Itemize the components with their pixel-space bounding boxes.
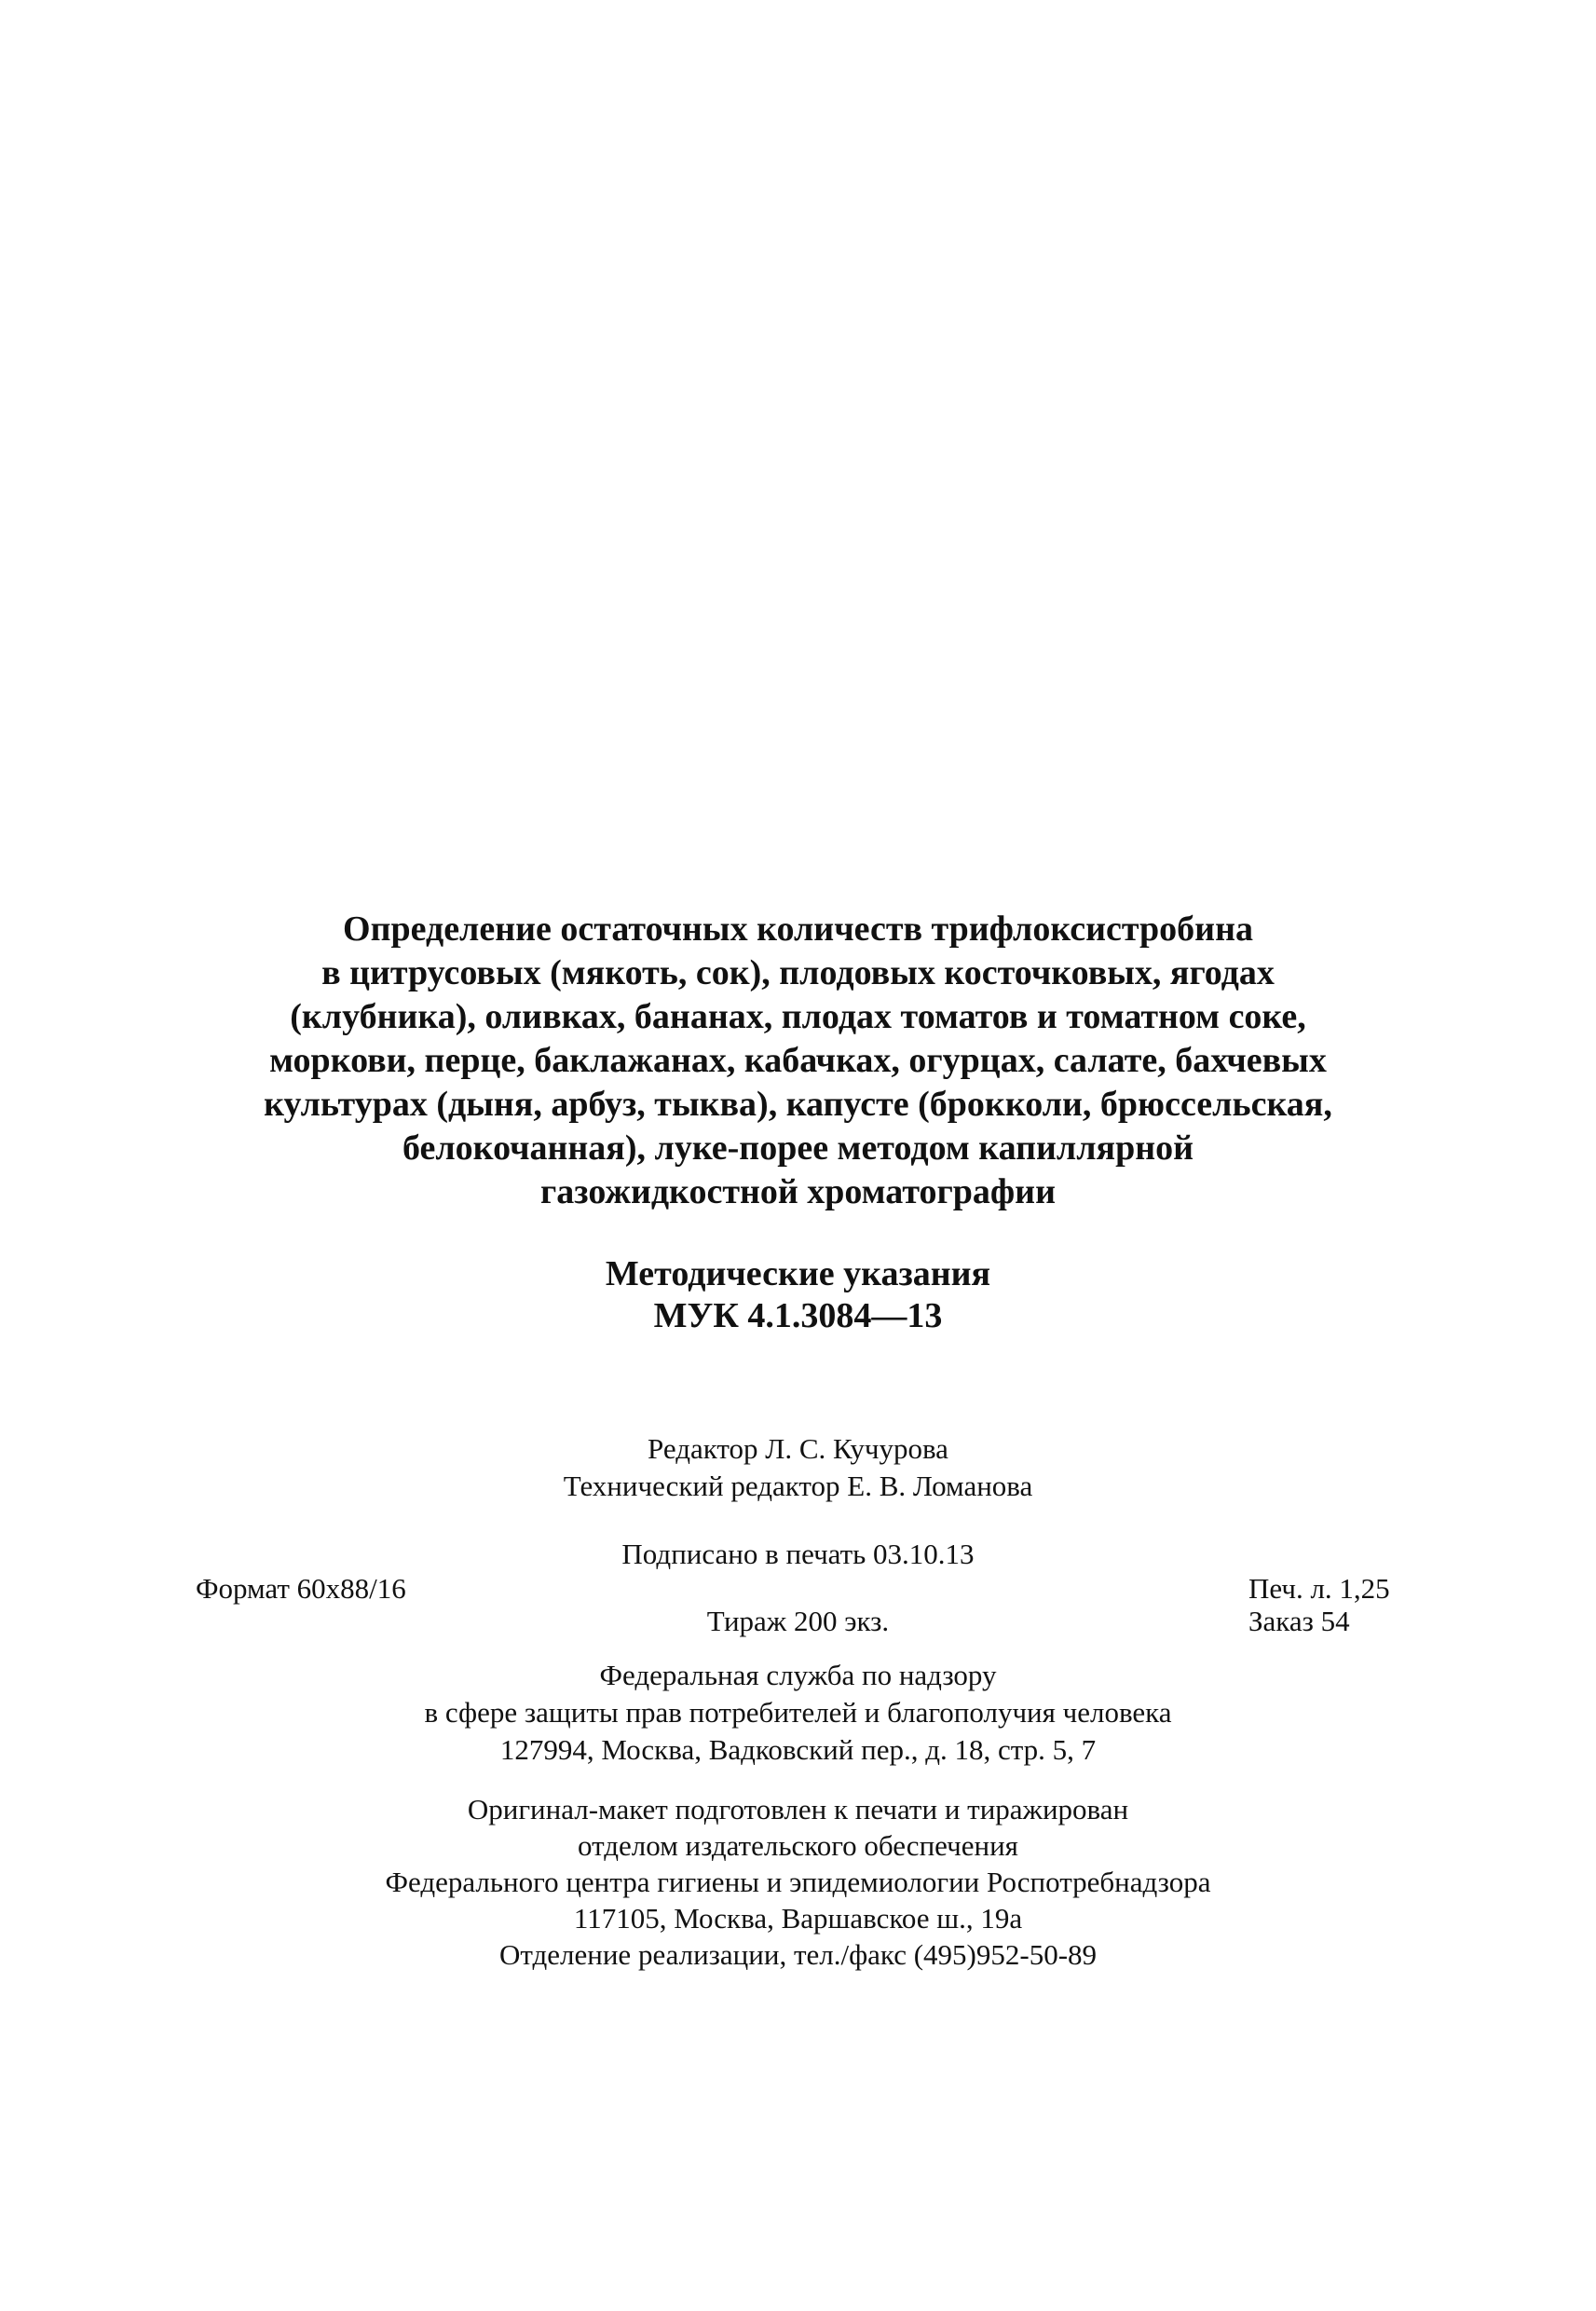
title-line: культурах (дыня, арбуз, тыква), капусте (брокколи, брюссельская, [264, 1085, 1332, 1124]
editors-block [0, 1430, 1596, 1505]
signed-date: Подписано в печать 03.10.13 [621, 1538, 975, 1570]
printer-block [0, 1791, 1596, 1973]
publisher-address: 127994, Москва, Вадковский пер., д. 18, стр. 5, 7 [499, 1733, 1097, 1766]
editor-credit: Редактор Л. С. Кучурова [648, 1432, 948, 1465]
document-type: Методические указания [605, 1254, 991, 1293]
title-line: газожидкостной хроматографии [540, 1172, 1056, 1211]
sales-contact: Отделение реализации, тел./факс (495)952-50-89 [498, 1938, 1098, 1971]
printer-line: отделом издательского обеспечения [578, 1829, 1018, 1862]
document-code: МУК 4.1.3084—13 [653, 1296, 943, 1335]
title-line: (клубника), оливках, бананах, плодах томатов и томатном соке, [290, 997, 1306, 1036]
document-title [0, 908, 1596, 1214]
publisher-line: Федеральная служба по надзору [599, 1659, 997, 1691]
publisher-block [0, 1657, 1596, 1769]
document-subtitle [0, 1253, 1596, 1337]
publisher-line: в сфере защиты прав потребителей и благополучия человека [424, 1696, 1172, 1729]
order-info: Заказ 54 [1248, 1605, 1350, 1637]
format-info: Формат 60x88/16 [196, 1572, 406, 1605]
title-line: Определение остаточных количеств трифлоксистробина [343, 909, 1253, 949]
printer-address: 117105, Москва, Варшавское ш., 19а [573, 1902, 1023, 1935]
tech-editor-credit: Технический редактор Е. В. Ломанова [563, 1470, 1033, 1502]
printer-line: Оригинал-макет подготовлен к печати и тиражирован [467, 1793, 1129, 1826]
title-line: в цитрусовых (мякоть, сок), плодовых косточковых, ягодах [321, 953, 1275, 992]
circulation-info: Тираж 200 экз. [706, 1605, 890, 1637]
printer-line: Федерального центра гигиены и эпидемиологии Роспотребнадзора [385, 1866, 1211, 1898]
title-line: белокочанная), луке-порее методом капиллярной [402, 1128, 1194, 1168]
sheets-info: Печ. л. 1,25 [1248, 1572, 1390, 1605]
title-line: моркови, перце, баклажанах, кабачках, огурцах, салате, бахчевых [269, 1041, 1327, 1080]
